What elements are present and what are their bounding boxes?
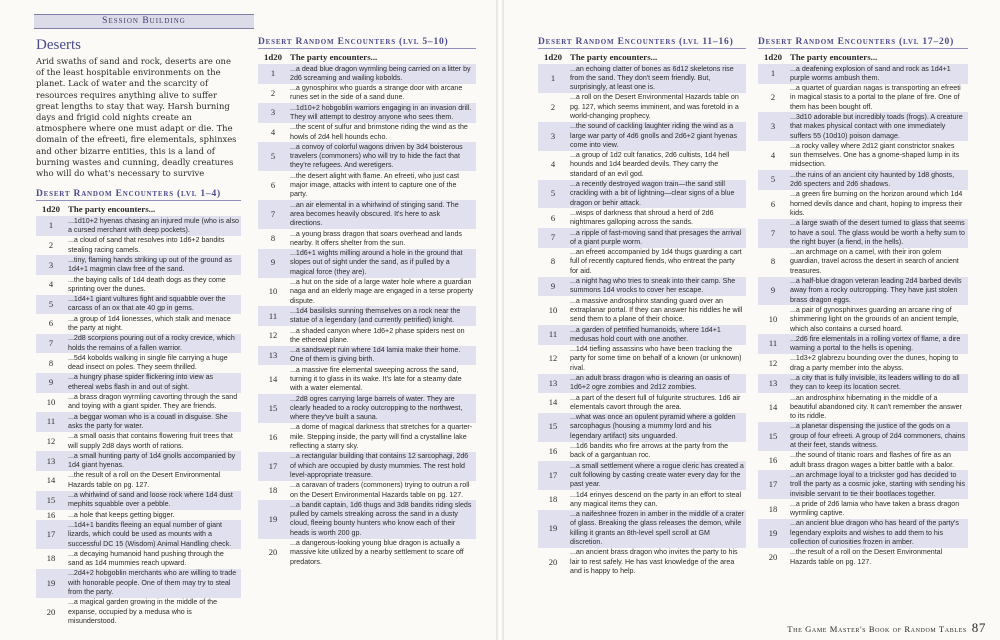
encounter-text: ...a cloud of sand that resolves into 1d6+2 bandits stealing racing camels.	[68, 236, 225, 254]
table-row	[258, 200, 476, 229]
table-row	[758, 141, 968, 170]
table-row	[36, 549, 241, 569]
roll-number: 10	[268, 286, 278, 297]
roll-number: 17	[258, 452, 288, 481]
table-row	[258, 229, 476, 249]
encounter-text: ...a beggar woman who is a couatl in disguise. She asks the party for water.	[66, 412, 241, 432]
table-row	[36, 216, 241, 236]
table-row	[758, 112, 968, 141]
roll-number: 12	[268, 330, 278, 341]
roll-number: 7	[36, 334, 66, 354]
roll-number: 12	[46, 435, 56, 446]
table-row	[36, 569, 241, 598]
roll-number: 5	[538, 180, 568, 209]
table-row	[758, 499, 968, 519]
table-row	[758, 248, 968, 277]
encounter-text: ...a massive fire elemental sweeping across the sand, turning it to glass in its wake. It's late for a steamy date with a water elemental.	[290, 365, 462, 393]
roll-number: 17	[538, 461, 568, 490]
encounter-text: ...1d4 tiefling assassins who have been tracking the party for some time on behalf of a known (or unknown) rival.	[570, 345, 742, 372]
encounter-text: ...a small hunting party of 1d4 gnolls accompanied by 1d4 giant hyenas.	[66, 451, 241, 471]
encounter-text: ...a small settlement where a rogue cleric has created a cult following by casting create water every day for the past year.	[568, 461, 746, 490]
encounter-text: ...a caravan of traders (commoners) trying to outrun a roll on the Desert Environmental Hazards table on pg. 127.	[290, 481, 470, 499]
encounter-text: ...a green fire burning on the horizon around which 1d4 horned devils dance and chant, hoping to impress their kids.	[790, 190, 963, 217]
encounter-text: ...wisps of darkness that shroud a herd of 2d6 nightmares galloping across the sands.	[570, 208, 714, 227]
roll-number: 3	[258, 103, 288, 123]
table-row	[36, 334, 241, 354]
table-row	[36, 373, 241, 393]
encounter-text: ...a pair of gynosphinxes guarding an arcane ring of shimmering light on the grounds of an ancient temple, which also contains a cursed hoard.	[790, 305, 959, 333]
encounter-text: ...a recently destroyed wagon train—the sand still crackling with a bit of lightning—clear signs of a blue dragon or behir attack.	[568, 180, 746, 209]
roll-number: 6	[770, 198, 776, 209]
roll-number: 3	[538, 122, 568, 151]
encounter-text: ...a young brass dragon that soars overhead and lands nearby. It offers shelter from the sun.	[290, 229, 462, 247]
table-row	[538, 122, 746, 151]
encounter-text: ...1d10+2 hobgoblin warriors engaging in an invasion drill. They will attempt to destroy anyone who sees them.	[288, 103, 476, 123]
encounter-text: ...a dead blue dragon wyrmling being carried on a litter by 2d6 screaming and wailing kobolds.	[288, 64, 476, 84]
table-row	[758, 422, 968, 451]
table-row	[258, 481, 476, 501]
encounter-text: ...a dome of magical darkness that stretches for a quarter-mile. Stepping inside, the party will find a crystalline lake reflecting a starry sky.	[290, 423, 473, 451]
roll-number: 15	[758, 422, 788, 451]
table-row	[758, 519, 968, 548]
encounter-text: ...a rectangular building that contains 12 sarcophagi, 2d6 of which are occupied by dusty mummies. The rest hold level-appropriate treasure.	[288, 452, 476, 481]
encounter-text: ...1d4 basilisks sunning themselves on a rock near the statue of a legendary (and currently petrified) knight.	[288, 306, 476, 326]
encounter-text: ...a large swath of the desert turned to glass that seems to have a soul. The glass would be worth a hefty sum to the right buyer (a fiend, in the hells).	[788, 219, 968, 248]
encounter-table-lvl-1-4	[36, 203, 241, 626]
column-1	[36, 37, 241, 627]
table-row	[36, 432, 241, 452]
roll-number: 16	[46, 509, 56, 520]
encounter-text: ...2d4+2 hobgoblin merchants who are willing to trade with honorable people. One of them may try to steal from the party.	[66, 569, 241, 598]
table-row	[758, 190, 968, 219]
table-header-row	[758, 51, 968, 64]
roll-number: 13	[36, 451, 66, 471]
roll-number: 1	[538, 64, 568, 93]
roll-number: 5	[758, 170, 788, 190]
die-header: 1d20	[763, 52, 783, 62]
table-row	[258, 278, 476, 307]
result-header: The party encounters...	[290, 52, 378, 62]
table-row	[538, 393, 746, 413]
encounter-text: ...the result of a roll on the Desert Environmental Hazards table on pg. 127.	[68, 471, 221, 489]
table-row	[758, 470, 968, 499]
roll-number: 11	[758, 334, 788, 354]
encounter-text: ...a half-blue dragon veteran leading 2d4 barbed devils away from a rocky outcropping. They have just stolen brass dragon eggs.	[788, 277, 968, 306]
table-row	[758, 374, 968, 394]
roll-number: 14	[46, 475, 56, 486]
encounter-text: ...a part of the desert full of fulgurite structures. 1d6 air elementals cavort through the area.	[570, 393, 741, 411]
roll-number: 2	[770, 92, 776, 103]
roll-number: 11	[538, 325, 568, 345]
roll-number: 11	[36, 412, 66, 432]
table-row	[538, 510, 746, 548]
roll-number: 16	[268, 431, 278, 442]
encounter-text: ...a planetar dispensing the justice of the gods on a group of four efreeti. A group of 2d4 commoners, chains at their feet, stands witness.	[788, 422, 968, 451]
roll-number: 5	[36, 295, 66, 315]
result-header: The party encounters...	[68, 204, 156, 215]
column-2	[258, 37, 476, 627]
table-row	[36, 275, 241, 295]
roll-number: 18	[268, 484, 278, 495]
table-header-row	[36, 203, 241, 216]
encounter-text: ...2d6 fire elementals in a rolling vortex of flame, a dire warning a portal to the hells is opening.	[788, 334, 968, 354]
section-header: Session Building	[34, 14, 254, 29]
encounter-text: ...1d6+1 wights milling around a hole in the ground that slopes out of sight under the sand, as if pulled by a magical force (they are).	[288, 249, 476, 278]
roll-number: 9	[258, 249, 288, 278]
roll-number: 7	[758, 219, 788, 248]
roll-number: 9	[758, 277, 788, 306]
table-row	[258, 394, 476, 423]
encounter-text: ...a shaded canyon where 1d6+2 phase spiders nest on the ethereal plane.	[290, 326, 465, 344]
roll-number: 8	[270, 233, 276, 244]
table-row	[258, 365, 476, 394]
encounter-text: ...a dangerous-looking young blue dragon is actually a massive kite utilized by a nearby settlement to scare off predators.	[290, 539, 464, 566]
table-row	[758, 451, 968, 471]
roll-number: 19	[758, 519, 788, 548]
table-row	[538, 461, 746, 490]
table-row	[258, 306, 476, 326]
encounter-table-lvl-17-20	[758, 51, 968, 567]
table-body	[538, 64, 746, 577]
encounter-text: ...a quartet of guardian nagas is transporting an efreeti in magical stasis to a portal to the plane of fire. One of them has been bought off.	[790, 84, 961, 111]
encounter-text: ...1d4 erinyes descend on the party in an effort to steal any magical items they can.	[570, 490, 742, 508]
table-row	[538, 296, 746, 325]
encounter-text: ...a deafening explosion of sand and rock as 1d4+1 purple worms ambush them.	[788, 64, 968, 84]
table-header-row	[538, 51, 746, 64]
table-row	[538, 374, 746, 394]
encounter-text: ...tiny, flaming hands striking up out of the ground as 1d4+1 magmin claw free of the sand.	[66, 255, 241, 275]
encounter-text: ...an efreeti accompanied by 1d4 thugs guarding a cart full of recently captured fiends, who entreat the party for aid.	[570, 248, 742, 275]
encounter-text: ...a pride of 2d6 lamia who have taken a brass dragon wyrmling captive.	[790, 499, 960, 518]
roll-number: 14	[268, 374, 278, 384]
encounter-text: ...a ripple of fast-moving sand that presages the arrival of a giant purple worm.	[568, 228, 746, 248]
table-row	[36, 510, 241, 520]
encounter-table-lvl-5-10	[258, 51, 476, 567]
encounter-text: ...an adult brass dragon who is clearing an oasis of 1d6+2 ogre zombies and 2d12 zombies.	[568, 374, 746, 394]
encounter-text: ...a bandit captain, 1d6 thugs and 3d8 bandits riding sleds pulled by camels streaking across the sand in a dusty cloud, fleeing bounty hunters who know each of their heads is worth 200 gp.	[288, 500, 476, 538]
encounter-text: ...a brass dragon wyrmling cavorting through the sand and toying with a giant spider. They are friends.	[68, 393, 238, 411]
roll-number: 14	[768, 401, 778, 412]
roll-number: 8	[770, 256, 776, 267]
roll-number: 19	[538, 510, 568, 548]
encounter-text: ...a hole that keeps getting bigger.	[68, 510, 175, 519]
encounter-text: ...an archmage on a camel, with their iron golem guardian, travel across the desert in search of ancient treasures.	[790, 248, 959, 275]
roll-number: 10	[548, 304, 558, 315]
table-row	[258, 64, 476, 84]
roll-number: 20	[548, 556, 558, 567]
roll-number: 13	[758, 374, 788, 394]
encounter-text: ...a roll on the Desert Environmental Hazards table on pg. 127, which seems imminent, and was foretold in a world-changing prophecy.	[570, 93, 739, 120]
table-row	[758, 548, 968, 568]
die-header: 1d20	[41, 204, 61, 215]
table-row	[758, 305, 968, 334]
result-header: The party encounters...	[570, 52, 658, 62]
table-row	[258, 346, 476, 366]
table-row	[758, 393, 968, 422]
table-row	[258, 103, 476, 123]
roll-number: 10	[46, 396, 56, 407]
roll-number: 4	[48, 279, 54, 290]
table-body	[258, 64, 476, 567]
encounter-text: ...a whirlwind of sand and loose rock where 1d4 dust mephits squabble over a pebble.	[66, 491, 241, 511]
roll-number: 3	[758, 112, 788, 141]
roll-number: 4	[770, 150, 776, 161]
encounter-text: ...an ancient brass dragon who invites the party to his lair to rest safely. He has vast knowledge of the area and is happy to help.	[570, 548, 738, 575]
roll-number: 7	[538, 228, 568, 248]
roll-number: 16	[768, 455, 778, 466]
column-3	[538, 37, 746, 612]
column-4	[758, 37, 968, 597]
roll-number: 4	[270, 126, 276, 137]
table-row	[538, 248, 746, 277]
roll-number: 12	[548, 353, 558, 364]
encounter-text: ...a hungry phase spider flickering into view as ethereal webs flash in and out of sight.	[66, 373, 241, 393]
roll-number: 9	[538, 277, 568, 297]
table-row	[258, 326, 476, 346]
roll-number: 10	[768, 314, 778, 325]
table-row	[538, 151, 746, 180]
encounter-text: ...a night hag who tries to sneak into their camp. She summons 1d4 vrocks to cover her escape.	[568, 277, 746, 297]
table-title-lvl-5-10: Desert Random Encounters (lvl 5–10)	[258, 37, 476, 49]
roll-number: 2	[550, 101, 556, 112]
table-row	[258, 539, 476, 568]
table-row	[258, 249, 476, 278]
roll-number: 3	[36, 255, 66, 275]
encounter-text: ...a hut on the side of a large water hole where a guardian naga and an elderly mage are engaged in a terse property dispute.	[290, 278, 473, 305]
book-gutter	[496, 0, 504, 640]
encounter-text: ...a sandswept ruin where 1d4 lamia make their home. One of them is giving birth.	[288, 346, 476, 366]
encounter-text: ...the sound of cackling laughter riding the wind as a large war party of 4d6 gnolls and 2d6+2 giant hyenas come into view.	[568, 122, 746, 151]
roll-number: 9	[36, 373, 66, 393]
result-header: The party encounters...	[790, 52, 878, 62]
table-row	[258, 123, 476, 143]
encounter-text: ...a rocky valley where 2d12 giant constrictor snakes sun themselves. One has a gnome-shaped lump in its midsection.	[790, 141, 960, 169]
book-title: The Game Master's Book of Random Tables	[787, 624, 967, 634]
roll-number: 17	[36, 520, 66, 549]
encounter-text: ...a small oasis that contains flowering fruit trees that will supply 2d8 days worth of rations.	[68, 432, 233, 450]
encounter-text: ...a gynosphinx who guards a strange door with arcane runes set in the side of a sand dune.	[290, 84, 463, 102]
roll-number: 13	[258, 346, 288, 366]
encounter-text: ...the scent of sulfur and brimstone riding the wind as the howls of 2d4 hell hounds echo.	[290, 123, 468, 141]
roll-number: 1	[258, 64, 288, 84]
roll-number: 15	[258, 394, 288, 423]
table-row	[36, 471, 241, 491]
table-title-lvl-11-16: Desert Random Encounters (lvl 11–16)	[538, 37, 746, 49]
table-title-lvl-17-20: Desert Random Encounters (lvl 17–20)	[758, 37, 968, 49]
table-row	[538, 548, 746, 577]
table-row	[36, 255, 241, 275]
encounter-text: ...a group of 1d2 cult fanatics, 2d6 cultists, 1d4 hell hounds and 1d4 bearded devils. They carry the standard of an evil god.	[570, 151, 730, 178]
encounter-table-lvl-11-16	[538, 51, 746, 577]
encounter-text: ...3d10 adorable but incredibly toads (frogs). A creature that makes physical contact with one immediately suffers 55 (10d10) poison damage.	[788, 112, 968, 141]
table-row	[538, 277, 746, 297]
roll-number: 7	[258, 200, 288, 229]
table-body	[36, 216, 241, 626]
roll-number: 16	[548, 445, 558, 456]
table-row	[758, 84, 968, 113]
deserts-intro: Arid swaths of sand and rock, deserts are one of the least hospitable environments on the planet. Lack of water and the scarcity of resources requires anything alive to suffer great lengths to stay that way. Harsh burning days and frigid cold nights create an atmosphere where one must adapt or die. The domain of the efreeti, fire elementals, sphinxes and other bizarre entities, this is a land of burning wastes and cunning, deadly creatures who will do what's necessary to survive	[36, 56, 237, 179]
roll-number: 15	[538, 413, 568, 442]
page-footer	[787, 620, 986, 636]
table-row	[258, 500, 476, 538]
encounter-text: ...an echoing clatter of bones as 6d12 skeletons rise from the sand. They don't seem friendly. But, surprisingly, at least one is.	[568, 64, 746, 93]
encounter-text: ...a city that is fully invisible, its leaders willing to do all they can to keep its location secret.	[788, 374, 968, 394]
roll-number: 6	[270, 180, 276, 191]
encounter-text: ...5d4 kobolds walking in single file carrying a huge dead insect on poles. They seem thrilled.	[68, 353, 228, 372]
table-row	[258, 452, 476, 481]
roll-number: 12	[768, 358, 778, 369]
encounter-text: ...1d4+1 giant vultures fight and squabble over the carcass of an ox that ate 40 gp in gems.	[66, 295, 241, 315]
roll-number: 15	[36, 491, 66, 511]
encounter-text: ...a group of 1d4 lionesses, which stalk and menace the party at night.	[68, 314, 231, 332]
table-row	[258, 142, 476, 171]
table-row	[538, 64, 746, 93]
table-row	[538, 413, 746, 442]
encounter-text: ...the baying calls of 1d4 death dogs as they come sprinting over the dunes.	[68, 275, 226, 293]
roll-number: 20	[268, 547, 278, 558]
roll-number: 18	[768, 503, 778, 514]
encounter-text: ...what was once an opulent pyramid where a golden sarcophagus (housing a mummy lord and his legendary artifact) sits unguarded.	[568, 413, 746, 442]
table-row	[538, 93, 746, 122]
table-row	[758, 170, 968, 190]
encounter-text: ...a convoy of colorful wagons driven by 3d4 boisterous travelers (commoners) who will try to hide the fact that they're refugees. And weretigers.	[288, 142, 476, 171]
table-row	[758, 277, 968, 306]
encounter-text: ...an androsphinx hibernating in the middle of a beautiful abandoned city. It can't remember the answer to its riddle.	[790, 393, 962, 421]
table-row	[36, 412, 241, 432]
encounter-text: ...an air elemental in a whirlwind of stinging sand. The area becomes heavily obscured. It's here to ask directions.	[288, 200, 476, 229]
table-row	[36, 451, 241, 471]
page-number: 87	[971, 620, 986, 635]
roll-number: 20	[46, 606, 56, 617]
encounter-text: ...1d10+2 hyenas chasing an injured mule (who is also a cursed merchant with deep pockets).	[66, 216, 241, 236]
table-row	[36, 353, 241, 373]
table-row	[36, 393, 241, 413]
roll-number: 8	[550, 256, 556, 267]
encounter-text: ...a garden of petrified humanoids, where 1d4+1 medusas hold court with one another.	[568, 325, 746, 345]
table-row	[538, 180, 746, 209]
table-title-lvl-1-4: Desert Random Encounters (lvl 1–4)	[36, 189, 241, 201]
roll-number: 18	[46, 553, 56, 564]
encounter-text: ...the ruins of an ancient city haunted by 1d8 ghosts, 2d6 specters and 2d6 shadows.	[788, 170, 968, 190]
roll-number: 2	[48, 239, 54, 250]
encounter-text: ...a magical garden growing in the middle of the expanse, occupied by a medusa who is misunderstood.	[68, 598, 218, 625]
roll-number: 20	[768, 551, 778, 562]
encounter-text: ...2d8 ogres carrying large barrels of water. They are clearly headed to a rocky outcropping to the northwest, where they've built a sauna.	[288, 394, 476, 423]
table-row	[258, 423, 476, 452]
roll-number: 11	[258, 306, 288, 326]
die-header: 1d20	[543, 52, 563, 62]
table-header-row	[258, 51, 476, 64]
roll-number: 1	[758, 64, 788, 84]
table-row	[538, 490, 746, 510]
table-row	[36, 236, 241, 256]
roll-number: 18	[548, 494, 558, 505]
table-row	[36, 491, 241, 511]
table-row	[758, 64, 968, 84]
encounter-text: ...an ancient blue dragon who has heard of the party's legendary exploits and wishes to add them to his collection of curiosities frozen in amber.	[788, 519, 968, 548]
roll-number: 1	[36, 216, 66, 236]
encounter-text: ...the desert alight with flame. An efreeti, who just cast major image, attacks with intent to capture one of the party.	[290, 171, 460, 199]
table-row	[538, 228, 746, 248]
table-row	[36, 314, 241, 334]
roll-number: 6	[48, 318, 54, 329]
encounter-text: ...the sound of titanic roars and flashes of fire as an adult brass dragon wages a bitter battle with a balor.	[790, 451, 955, 469]
encounter-text: ...a naifeshnee frozen in amber in the middle of a crater of glass. Breaking the glass releases the demon, while killing it grants an 8th-level spell scroll at GM discretion.	[568, 510, 746, 548]
table-row	[538, 345, 746, 374]
deserts-heading: Deserts	[36, 37, 81, 53]
table-row	[258, 84, 476, 104]
table-row	[36, 598, 241, 627]
encounter-text: ...a massive androsphinx standing guard over an extraplanar portal. If they can answer his riddles he will send them to a plane of their choice.	[570, 296, 743, 324]
table-row	[758, 219, 968, 248]
encounter-text: ...1d3+2 glabrezu bounding over the dunes, hoping to drag a party member into the abyss.	[790, 354, 959, 372]
table-row	[758, 334, 968, 354]
roll-number: 19	[36, 569, 66, 598]
table-row	[538, 442, 746, 462]
roll-number: 17	[758, 470, 788, 499]
die-header: 1d20	[263, 52, 283, 62]
encounter-text: ...an archmage loyal to a trickster god has decided to troll the party as a cosmic joke, starting with sending his invisible servant to tie their bootlaces together.	[788, 470, 968, 499]
table-row	[36, 295, 241, 315]
encounter-text: ...1d6 bandits who fire arrows at the party from the back of a gargantuan roc.	[570, 442, 729, 460]
roll-number: 5	[258, 142, 288, 171]
encounter-text: ...1d4+1 bandits fleeing an equal number of giant lizards, which could be used as mounts with a successful DC 15 (Wisdom) Animal Handling check.	[66, 520, 241, 549]
roll-number: 19	[258, 500, 288, 538]
table-row	[758, 354, 968, 374]
table-row	[538, 325, 746, 345]
roll-number: 2	[270, 87, 276, 98]
table-row	[36, 520, 241, 549]
encounter-text: ...the result of a roll on the Desert Environmental Hazards table on pg. 127.	[790, 548, 943, 566]
table-row	[538, 208, 746, 228]
table-row	[258, 171, 476, 200]
encounter-text: ...2d8 scorpions pouring out of a rocky crevice, which holds the remains of a fallen warrior.	[66, 334, 241, 354]
encounter-text: ...a decaying humanoid hand pushing through the sand as 1d4 mummies reach upward.	[68, 549, 224, 568]
roll-number: 14	[548, 397, 558, 408]
roll-number: 8	[48, 357, 54, 368]
roll-number: 6	[550, 212, 556, 223]
table-body	[758, 64, 968, 567]
roll-number: 4	[550, 159, 556, 170]
roll-number: 13	[538, 374, 568, 394]
